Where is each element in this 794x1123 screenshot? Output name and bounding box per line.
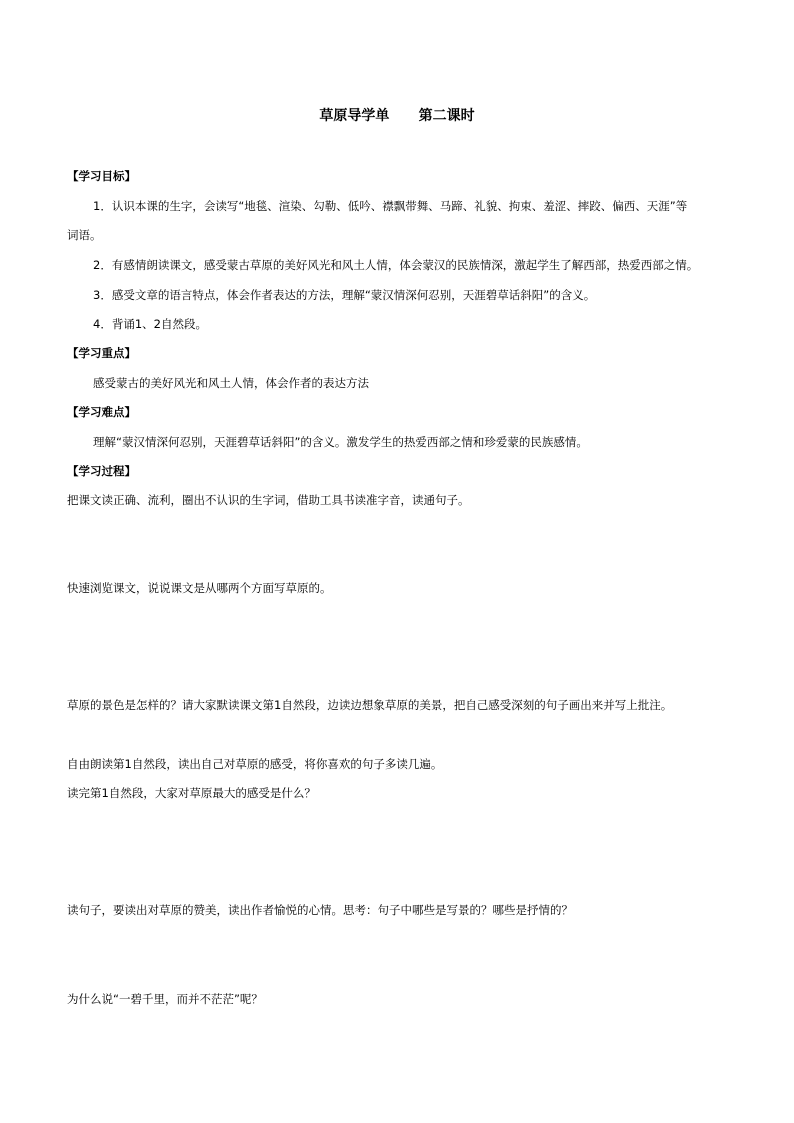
process-item-7: 为什么说“一碧千里，而并不茫茫”呢？ <box>67 992 263 1006</box>
process-item-4: 自由朗读第1自然段，读出自己对草原的感受，将你喜欢的句子多读几遍。 <box>67 757 443 771</box>
page-title: 草原导学单 第二课时 <box>319 108 475 124</box>
key-points-text: 感受蒙古的美好风光和风土人情，体会作者的表达方法 <box>93 376 369 390</box>
goal-item-3: 3．感受文章的语言特点，体会作者表达的方法，理解“蒙汉情深何忍别，天涯碧草话斜阳”的含义。 <box>93 288 596 302</box>
goal-item-4: 4．背诵1、2自然段。 <box>93 317 207 331</box>
goal-item-1-continued: 词语。 <box>67 228 102 242</box>
process-item-2: 快速浏览课文，说说课文是从哪两个方面写草原的。 <box>67 581 332 595</box>
process-item-6: 读句子，要读出对草原的赞美，读出作者愉悦的心情。思考：句子中哪些是写景的？哪些是抒情的？ <box>67 903 573 917</box>
goal-item-1: 1．认识本课的生字，会读写“地毯、渲染、勾勒、低吟、襟飘带舞、马蹄、礼貌、拘束、羞涩、摔跤、偏西、天涯”等 <box>93 199 688 213</box>
difficulties-heading: 【学习难点】 <box>67 405 136 419</box>
process-heading: 【学习过程】 <box>67 464 136 478</box>
difficulties-text: 理解“蒙汉情深何忍别，天涯碧草话斜阳”的含义。激发学生的热爱西部之情和珍爱蒙的民族感情。 <box>93 435 588 449</box>
process-item-5: 读完第1自然段，大家对草原最大的感受是什么？ <box>67 786 316 800</box>
goals-heading: 【学习目标】 <box>67 169 136 183</box>
goal-item-2: 2．有感情朗读课文，感受蒙古草原的美好风光和风土人情，体会蒙汉的民族情深，激起学生了解西部，热爱西部之情。 <box>93 258 699 272</box>
key-points-heading: 【学习重点】 <box>67 346 136 360</box>
process-item-3: 草原的景色是怎样的？请大家默读课文第1自然段，边读边想象草原的美景，把自己感受深刻的句子画出来并写上批注。 <box>67 698 673 712</box>
process-item-1: 把课文读正确、流利，圈出不认识的生字词，借助工具书读准字音，读通句子。 <box>67 493 470 507</box>
